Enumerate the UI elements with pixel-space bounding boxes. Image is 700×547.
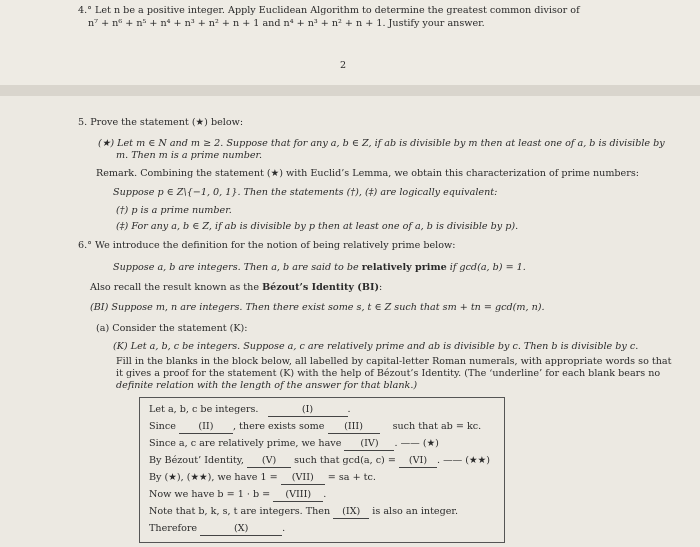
row1-text: Let a, b, c be integers. <box>149 404 259 415</box>
box-row-2 <box>149 421 481 434</box>
recall-term: Bézout’s Identity (BI) <box>262 282 379 293</box>
def-text-c: if gcd(a, b) = 1. <box>446 262 526 273</box>
blank-IX[interactable]: (IX) <box>333 506 369 519</box>
row6-end: . <box>323 489 327 500</box>
row5-text-c: = sa + tc. <box>327 472 376 483</box>
row4-text-a: By Bézout’ Identity, <box>149 455 244 466</box>
row2-text-c: , there exists some <box>232 421 325 432</box>
row4-text-e: . —— (★★) <box>436 455 490 466</box>
row8-end: . <box>282 523 286 534</box>
row5-text-a: By (★), (★★), we have 1 = <box>149 472 278 483</box>
q5-star-line1: (★) Let m ∈ N and m ≥ 2. Suppose that for any a, b ∈ Z, if ab is divisible by m then at least one of a, b is divisible by <box>98 138 665 149</box>
box-row-6 <box>149 489 326 502</box>
q4-line1: 4.° Let n be a positive integer. Apply Euclidean Algorithm to determine the greatest common divisor of <box>78 5 580 16</box>
blank-II[interactable]: (II) <box>179 421 233 434</box>
row2-text-e: such that ab = kc. <box>392 421 482 432</box>
row8-text-a: Therefore <box>149 523 198 534</box>
remark-ddagger: (‡) For any a, b ∈ Z, if ab is divisible by p then at least one of a, b is divisible by p). <box>116 221 519 232</box>
row7-text-a: Note that b, k, s, t are integers. Then <box>149 506 331 517</box>
blank-III[interactable]: (III) <box>328 421 380 434</box>
remark-dagger: (†) p is a prime number. <box>116 205 232 216</box>
sheet-gap <box>0 85 700 96</box>
fill-instruction-2: it gives a proof for the statement (K) with the help of Bézout’s Identity. (The ‘underline’ for each blank bears no <box>116 368 661 379</box>
part-a-heading: (a) Consider the statement (K): <box>96 323 248 334</box>
blank-V[interactable]: (V) <box>247 455 291 468</box>
box-row-5 <box>149 472 376 485</box>
recall-text-a: Also recall the result known as the <box>90 282 263 293</box>
def-term: relatively prime <box>361 262 447 273</box>
box-row-1 <box>149 404 351 417</box>
blank-X[interactable]: (X) <box>200 523 282 536</box>
blank-IV[interactable]: (IV) <box>344 438 394 451</box>
row2-text-a: Since <box>149 421 176 432</box>
row7-text-c: is also an integer. <box>372 506 459 517</box>
remark-suppose: Suppose p ∈ Z\{−1, 0, 1}. Then the statements (†), (‡) are logically equivalent: <box>113 187 498 198</box>
row6-text-a: Now we have b = 1 · b = <box>149 489 271 500</box>
blank-I[interactable]: (I) <box>268 404 348 417</box>
q5-star-line2: m. Then m is a prime number. <box>116 150 263 161</box>
blank-VI[interactable]: (VI) <box>399 455 437 468</box>
row4-text-c: such that gcd(a, c) = <box>294 455 396 466</box>
fill-instruction-3: definite relation with the length of the answer for that blank.) <box>116 380 418 391</box>
box-row-7 <box>149 506 458 519</box>
q5-heading: 5. Prove the statement (★) below: <box>78 117 244 128</box>
blank-VIII[interactable]: (VIII) <box>273 489 323 502</box>
box-row-3 <box>149 438 439 451</box>
q4-line2: n⁷ + n⁶ + n⁵ + n⁴ + n³ + n² + n + 1 and n⁴ + n³ + n² + n + 1. Justify your answer. <box>88 18 485 29</box>
def-text-a: Suppose a, b are integers. Then a, b are said to be <box>113 262 362 273</box>
q6-definition <box>113 262 526 274</box>
bezout-identity: (BI) Suppose m, n are integers. Then there exist some s, t ∈ Z such that sm + tn = gcd(m, n). <box>90 302 545 313</box>
row1-end: . <box>347 404 351 415</box>
remark: Remark. Combining the statement (★) with Euclid’s Lemma, we obtain this characterization of prime numbers: <box>96 168 639 179</box>
q6-heading: 6.° We introduce the definition for the notion of being relatively prime below: <box>78 240 456 251</box>
row3-text-a: Since a, c are relatively prime, we have <box>149 438 342 449</box>
row3-text-c: . —— (★) <box>394 438 439 449</box>
box-row-8 <box>149 523 285 536</box>
blank-VII[interactable]: (VII) <box>281 472 325 485</box>
proof-block <box>139 397 505 543</box>
fill-instruction-1: Fill in the blanks in the block below, all labelled by capital-letter Roman numerals, with appropriate words so that <box>116 356 672 367</box>
page-number: 2 <box>340 60 347 71</box>
box-row-4 <box>149 455 490 468</box>
recall-text-c: : <box>378 282 383 293</box>
q6-recall <box>90 282 382 294</box>
statement-k: (K) Let a, b, c be integers. Suppose a, c are relatively prime and ab is divisible by c. Then b is divisible by c. <box>113 341 639 352</box>
